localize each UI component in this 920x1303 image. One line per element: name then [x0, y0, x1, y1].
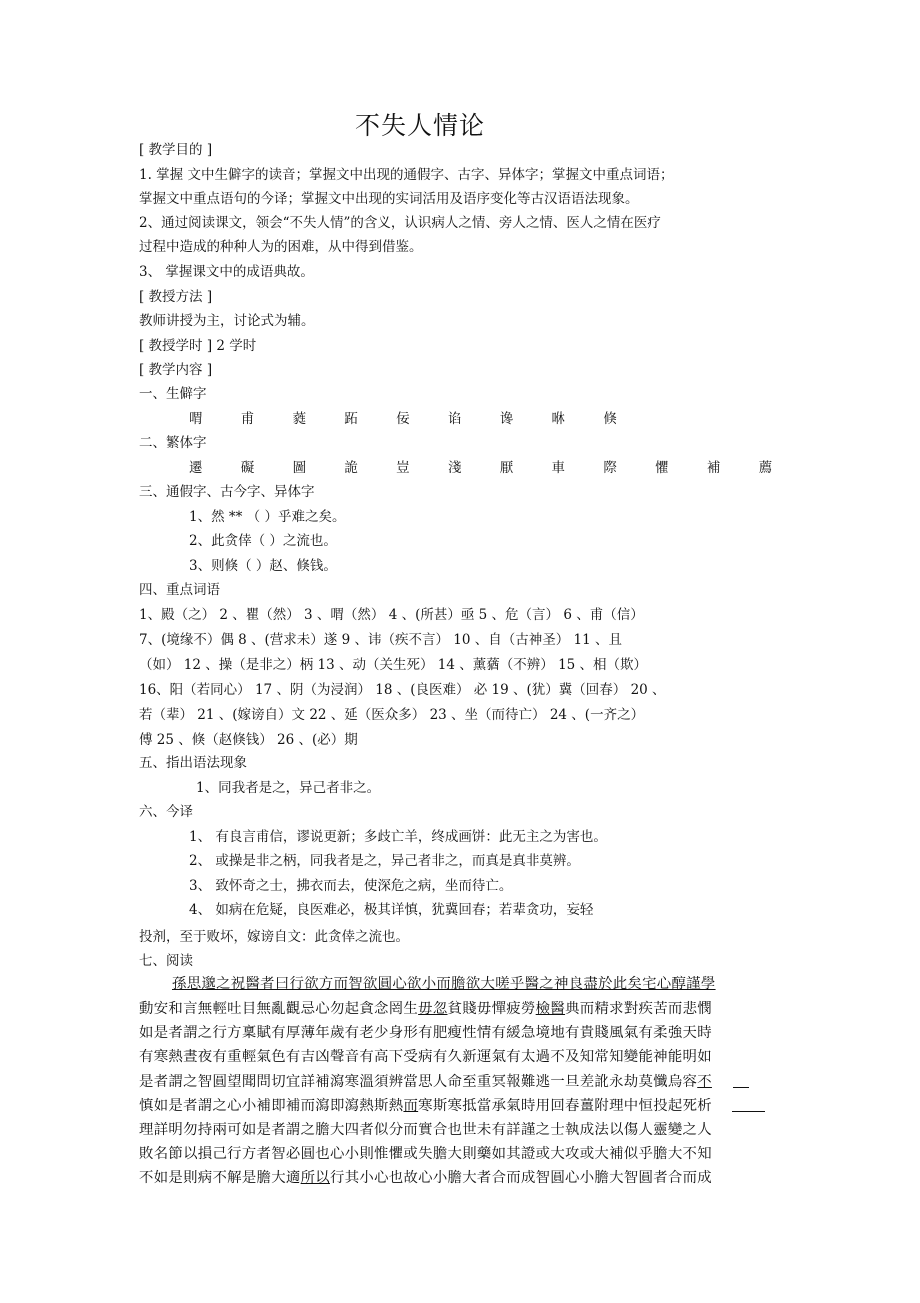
reading-line-3: 如是者謂之行方稟賦有厚薄年歲有老少身形有肥瘦性情有緩急境地有貴賤風氣有柔強天時 — [139, 1025, 712, 1041]
keyword-line-5: 若（辈） 21 、(嫁谤自）文 22 、延（医众多） 23 、坐（而待亡） 24 、(一齐之） — [139, 707, 645, 723]
reading-line-9-c: 行其小心也故心小膽大者合而成智圓心小膽大智圓者合而成 — [330, 1170, 712, 1186]
section-5-heading: 五、指出语法现象 — [139, 755, 247, 771]
translation-item-4: 4、 如病在危疑，良医难必，极其详慎，犹冀回春；若辈贪功，妄轻 — [189, 902, 594, 918]
keyword-line-6: 傅 25 、倏（赵倏钱） 26 、(必）期 — [139, 732, 358, 748]
reading-line-5-b: 不 — [697, 1074, 712, 1090]
translation-item-3: 3、 致怀奇之士，拂衣而去，使深危之病，坐而待亡。 — [189, 878, 513, 894]
reading-line-2-e: 典而精求對疾苦而悲憫 — [565, 1001, 712, 1017]
reading-line-9-a: 不如是則病不解是膽大適 — [139, 1170, 301, 1186]
reading-line-4: 有寒熱晝夜有重輕氣色有吉凶聲音有高下受病有久新運氣有太過不及知常知變能神能明如 — [139, 1049, 712, 1065]
reading-line-2-a: 動安和言無輕吐目無亂觀忌心勿起貪念罔生 — [139, 1001, 419, 1017]
reading-line-9-b: 所以 — [300, 1170, 330, 1186]
reading-line-2-b: 毋忽 — [418, 1001, 448, 1017]
reading-line-6-c: 寒斯寒抵當承氣時用回春薑附理中恒投起死析 — [418, 1098, 712, 1114]
reading-line-2-c: 貧賤毋憚疲勞 — [447, 1001, 536, 1017]
section-7-heading: 七、阅读 — [139, 953, 193, 969]
keyword-line-2: 7、(境缘不）偶 8 、(营求未）遂 9 、讳（疾不言） 10 、自（古神圣） 11 、且 — [139, 632, 622, 648]
hours-text: [ 教授学时 ] 2 学时 — [139, 338, 257, 354]
reading-line-1: 孫思邈之祝醫者曰行欲方而智欲圓心欲小而膽欲大嗟乎醫之神良盡於此矣宅心醇謹學 — [172, 976, 716, 992]
traditional-chars-list: 遷 礙 圖 詭 豈 淺 厭 車 際 懼 補 薦 — [189, 460, 790, 476]
reading-line-7: 理詳明勿持兩可如是者謂之膽大四者似分而實合也世未有詳謹之士執成法以傷人靈變之人 — [139, 1122, 712, 1138]
margin-mark-short — [733, 1087, 749, 1088]
variant-item-1: 1、然 ** （ ）乎难之矣。 — [189, 509, 346, 525]
translation-item-4-cont: 投剂，至于败坏，嫁谤自文：此贪倖之流也。 — [139, 929, 409, 945]
method-heading: [ 教授方法 ] — [139, 289, 213, 305]
section-3-heading: 三、通假字、古今字、异体字 — [139, 484, 315, 500]
objective-2b: 过程中造成的种种人为的困难，从中得到借鉴。 — [139, 239, 423, 255]
section-4-heading: 四、重点词语 — [139, 582, 220, 598]
keyword-line-1: 1、殿（之） 2 、瞿（然） 3 、喟（然） 4 、(所甚）亟 5 、危（言） 6 、甫（信） — [139, 607, 644, 623]
reading-line-5-a: 是者謂之智圓望聞問切宜詳補瀉寒溫須辨當思人命至重冥報難逃一旦差訛永劫莫懺烏容 — [139, 1074, 698, 1090]
rare-chars-list: 喟 甫 蕤 跖 佞 谄 谗 咻 倏 — [189, 411, 634, 427]
objective-1a: 1. 掌握 文中生僻字的读音；掌握文中出现的通假字、古字、异体字；掌握文中重点词语； — [139, 167, 674, 183]
reading-line-6-b: 而 — [403, 1098, 419, 1114]
translation-item-1: 1、 有良言甫信，谬说更新；多歧亡羊，终成画饼：此无主之为害也。 — [189, 829, 607, 845]
reading-line-2 — [139, 1000, 712, 1018]
margin-mark-long — [732, 1111, 765, 1112]
section-2-heading: 二、繁体字 — [139, 435, 207, 451]
section-6-heading: 六、今译 — [139, 804, 193, 820]
reading-line-9 — [139, 1169, 712, 1187]
section-1-heading: 一、生僻字 — [139, 386, 207, 402]
keyword-line-3: （如） 12 、操（是非之）柄 13 、动（关生死） 14 、薰蕕（不辨） 15 、相（欺） — [139, 657, 648, 673]
variant-item-3: 3、则倏（ ）赵、倏钱。 — [189, 558, 337, 574]
method-text: 教师讲授为主，讨论式为辅。 — [139, 313, 315, 329]
objective-2a: 2、通过阅读课文，领会“不失人情”的含义，认识病人之情、旁人之情、医人之情在医疗 — [139, 215, 661, 231]
objective-3: 3、 掌握课文中的成语典故。 — [139, 264, 314, 280]
variant-item-2: 2、此贪倖（ ）之流也。 — [189, 533, 337, 549]
reading-line-6 — [139, 1097, 712, 1115]
grammar-item-1: 1、同我者是之，异己者非之。 — [196, 780, 381, 796]
keyword-line-4: 16、阳（若同心） 17 、阴（为浸润） 18 、(良医难） 必 19 、(犹）冀（回春） 20 、 — [139, 682, 666, 698]
reading-line-6-a: 慎如是者謂之心小補即補而瀉即瀉熱斯熱 — [139, 1098, 404, 1114]
objective-1b: 掌握文中重点语句的今译；掌握文中出现的实词活用及语序变化等古汉语语法现象。 — [139, 191, 639, 207]
translation-item-2: 2、 或操是非之柄，同我者是之，异己者非之，而真是真非莫辨。 — [189, 853, 580, 869]
reading-line-8: 敗名節以損己行方者智必圓也心小則惟懼或失膽大則藥如其證或大攻或大補似乎膽大不知 — [139, 1146, 712, 1162]
objectives-heading: [ 教学目的 ] — [139, 142, 213, 158]
page-title: 不失人情论 — [354, 111, 485, 140]
reading-line-2-d: 檢醫 — [535, 1001, 566, 1017]
content-heading: [ 教学内容 ] — [139, 362, 213, 378]
reading-line-5 — [139, 1073, 712, 1091]
